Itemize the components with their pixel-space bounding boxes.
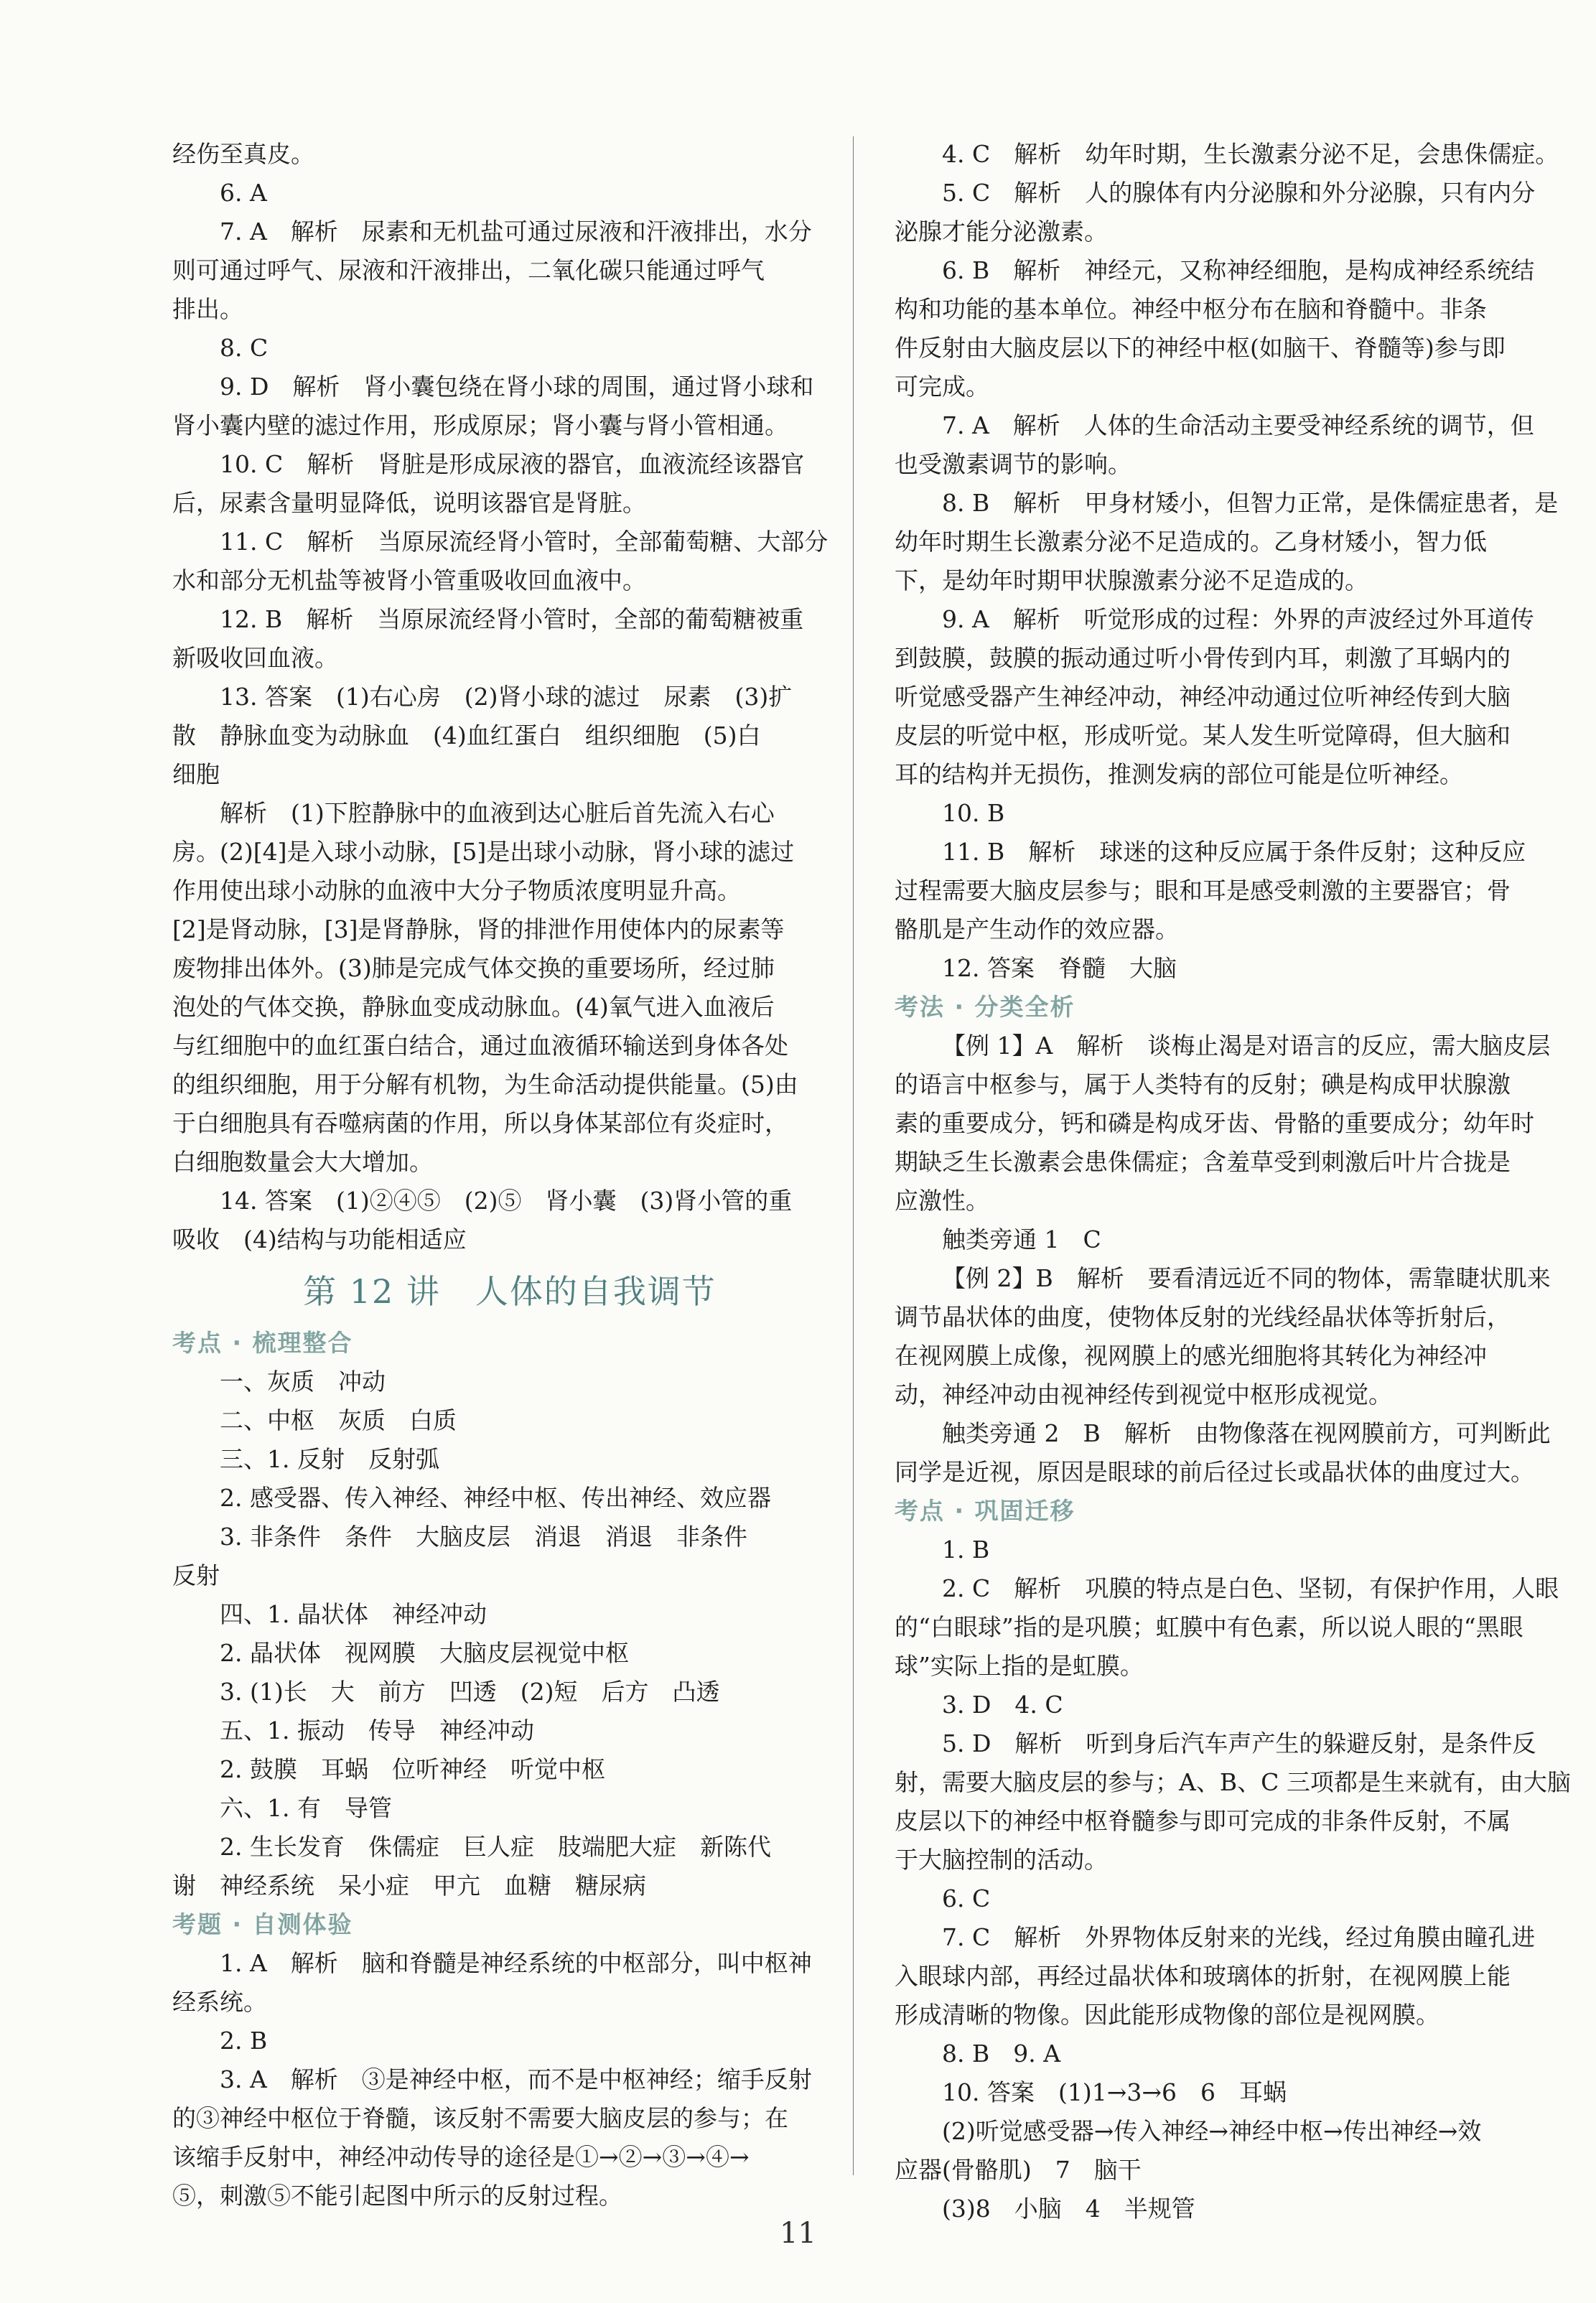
text-line: 13. 答案 (1)右心房 (2)肾小球的滤过 尿素 (3)扩 (220, 683, 793, 711)
text-line: 三、1. 反射 反射弧 (220, 1445, 439, 1473)
text-line: 排出。 (172, 295, 243, 323)
text-line: 应器(骨骼肌) 7 脑干 (895, 2156, 1142, 2184)
text-line: 肾小囊内壁的滤过作用，形成原尿；肾小囊与肾小管相通。 (172, 411, 788, 439)
text-line: 五、1. 振动 传导 神经冲动 (220, 1716, 534, 1744)
text-line: 7. C 解析 外界物体反射来的光线，经过角膜由瞳孔进 (942, 1923, 1536, 1951)
text-line: 形成清晰的物像。因此能形成物像的部位是视网膜。 (895, 2001, 1439, 2029)
text-line: 的③神经中枢位于脊髓，该反射不需要大脑皮层的参与；在 (172, 2104, 788, 2132)
text-line: 皮层的听觉中枢，形成听觉。某人发生听觉障碍，但大脑和 (895, 721, 1511, 749)
text-line: 骼肌是产生动作的效应器。 (895, 915, 1179, 943)
text-line: ⑤，刺激⑤不能引起图中所示的反射过程。 (172, 2182, 622, 2210)
text-line: 的语言中枢参与，属于人类特有的反射；碘是构成甲状腺激 (895, 1070, 1511, 1098)
text-line: 6. A (220, 179, 267, 207)
text-line: 2. B (220, 2027, 268, 2055)
text-line: 六、1. 有 导管 (220, 1794, 392, 1822)
text-line: 泌腺才能分泌激素。 (895, 218, 1108, 246)
text-line: 6. C (942, 1884, 991, 1912)
text-line: 细胞 (172, 760, 220, 788)
lecture-title: 第 12 讲 人体的自我调节 (303, 1272, 717, 1311)
section-heading-practice: 考点 · 巩固迁移 (895, 1497, 1075, 1525)
text-line: 四、1. 晶状体 神经冲动 (220, 1600, 487, 1628)
text-line: 8. B 解析 甲身材矮小，但智力正常，是侏儒症患者，是 (942, 489, 1559, 517)
method-answers (895, 1027, 1569, 1492)
text-line: (3)8 小脑 4 半规管 (942, 2195, 1195, 2223)
text-line: 2. 鼓膜 耳蜗 位听神经 听觉中枢 (220, 1755, 605, 1783)
section-heading-review: 考点 · 梳理整合 (172, 1329, 353, 1357)
text-line: 散 静脉血变为动脉血 (4)血红蛋白 组织细胞 (5)白 (172, 721, 761, 749)
text-line: 于大脑控制的活动。 (895, 1846, 1108, 1874)
left-column (172, 135, 847, 2215)
text-line: 14. 答案 (1)②④⑤ (2)⑤ 肾小囊 (3)肾小管的重 (220, 1187, 793, 1215)
text-line: 3. (1)长 大 前方 凹透 (2)短 后方 凸透 (220, 1678, 720, 1706)
text-line: 期缺乏生长激素会患侏儒症；含羞草受到刺激后叶片合拢是 (895, 1148, 1511, 1176)
text-line: 耳的结构并无损伤，推测发病的部位可能是位听神经。 (895, 760, 1463, 788)
text-line: 11. B 解析 球迷的这种反应属于条件反射；这种反应 (942, 838, 1526, 866)
text-line: 12. B 解析 当原尿流经肾小管时，全部的葡萄糖被重 (220, 605, 804, 633)
text-line: 该缩手反射中，神经冲动传导的途径是①→②→③→④→ (172, 2143, 750, 2171)
text-line: 动，神经冲动由视神经传到视觉中枢形成视觉。 (895, 1381, 1392, 1409)
section-heading-self-test: 考题 · 自测体验 (172, 1910, 353, 1938)
text-line: 于白细胞具有吞噬病菌的作用，所以身体某部位有炎症时， (172, 1109, 788, 1137)
column-divider (853, 136, 854, 2175)
text-line: 构和功能的基本单位。神经中枢分布在脑和脊髓中。非条 (895, 295, 1487, 323)
text-line: 4. C 解析 幼年时期，生长激素分泌不足，会患侏儒症。 (942, 140, 1559, 168)
text-line: 幼年时期生长激素分泌不足造成的。乙身材矮小，智力低 (895, 528, 1487, 556)
text-line: 听觉感受器产生神经冲动，神经冲动通过位听神经传到大脑 (895, 683, 1511, 711)
right-column (895, 135, 1569, 2228)
text-line: 反射 (172, 1561, 220, 1589)
text-line: 在视网膜上成像，视网膜上的感光细胞将其转化为神经冲 (895, 1342, 1487, 1370)
text-line: [2]是肾动脉，[3]是肾静脉，肾的排泄作用使体内的尿素等 (172, 915, 785, 943)
text-line: 1. A 解析 脑和脊髓是神经系统的中枢部分，叫中枢神 (220, 1949, 812, 1977)
text-line: 7. A 解析 人体的生命活动主要受神经系统的调节，但 (942, 411, 1534, 439)
text-line: 皮层以下的神经中枢脊髓参与即可完成的非条件反射，不属 (895, 1807, 1511, 1835)
text-line: 下，是幼年时期甲状腺激素分泌不足造成的。 (895, 566, 1368, 594)
text-line: 9. D 解析 肾小囊包绕在肾小球的周围，通过肾小球和 (220, 373, 814, 401)
answer-block-prev (172, 135, 847, 1259)
text-line: 10. B (942, 799, 1005, 827)
text-line: 解析 (1)下腔静脉中的血液到达心脏后首先流入右心 (220, 799, 775, 827)
text-line: 白细胞数量会大大增加。 (172, 1148, 433, 1176)
text-line: 同学是近视，原因是眼球的前后径过长或晶状体的曲度过大。 (895, 1458, 1534, 1486)
text-line: 5. D 解析 听到身后汽车声产生的躲避反射，是条件反 (942, 1729, 1536, 1757)
text-line: 吸收 (4)结构与功能相适应 (172, 1225, 467, 1253)
text-line: 3. 非条件 条件 大脑皮层 消退 消退 非条件 (220, 1523, 747, 1551)
text-line: 2. 生长发育 侏儒症 巨人症 肢端肥大症 新陈代 (220, 1833, 771, 1861)
text-line: 11. C 解析 当原尿流经肾小管时，全部葡萄糖、大部分 (220, 528, 829, 556)
text-line: 件反射由大脑皮层以下的神经中枢(如脑干、脊髓等)参与即 (895, 334, 1506, 362)
text-line: (2)听觉感受器→传入神经→神经中枢→传出神经→效 (942, 2117, 1482, 2145)
text-line: 过程需要大脑皮层参与；眼和耳是感受刺激的主要器官；骨 (895, 877, 1511, 905)
text-line: 10. 答案 (1)1→3→6 6 耳蜗 (942, 2078, 1287, 2106)
text-line: 废物排出体外。(3)肺是完成气体交换的重要场所，经过肺 (172, 954, 775, 982)
text-line: 经伤至真皮。 (172, 140, 314, 168)
text-line: 10. C 解析 肾脏是形成尿液的器官，血液流经该器官 (220, 450, 805, 478)
text-line: 球”实际上指的是虹膜。 (895, 1652, 1144, 1680)
text-line: 素的重要成分，钙和磷是构成牙齿、骨骼的重要成分；幼年时 (895, 1109, 1534, 1137)
text-line: 则可通过呼气、尿液和汗液排出，二氧化碳只能通过呼气 (172, 256, 765, 284)
text-line: 可完成。 (895, 373, 989, 401)
text-line: 经系统。 (172, 1988, 267, 2016)
text-line: 【例 1】A 解析 谈梅止渴是对语言的反应，需大脑皮层 (942, 1032, 1551, 1060)
text-line: 作用使出球小动脉的血液中大分子物质浓度明显升高。 (172, 877, 741, 905)
text-line: 1. B (942, 1536, 990, 1564)
text-line: 入眼球内部，再经过晶状体和玻璃体的折射，在视网膜上能 (895, 1962, 1511, 1990)
text-line: 水和部分无机盐等被肾小管重吸收回血液中。 (172, 566, 646, 594)
text-line: 触类旁通 2 B 解析 由物像落在视网膜前方，可判断此 (942, 1419, 1551, 1447)
review-answers (172, 1363, 847, 1905)
text-line: 的“白眼球”指的是巩膜；虹膜中有色素，所以说人眼的“黑眼 (895, 1613, 1523, 1641)
self-test-answers (172, 1944, 847, 2215)
text-line: 谢 神经系统 呆小症 甲亢 血糖 糖尿病 (172, 1872, 646, 1900)
text-line: 泡处的气体交换，静脉血变成动脉血。(4)氧气进入血液后 (172, 993, 775, 1021)
section-heading-method: 考法 · 分类全析 (895, 993, 1075, 1021)
text-line: 8. B 9. A (942, 2040, 1061, 2068)
text-line: 也受激素调节的影响。 (895, 450, 1131, 478)
text-line: 【例 2】B 解析 要看清远近不同的物体，需靠睫状肌来 (942, 1264, 1551, 1292)
text-line: 8. C (220, 334, 269, 362)
text-line: 3. A 解析 ③是神经中枢，而不是中枢神经；缩手反射 (220, 2065, 812, 2093)
text-line: 触类旁通 1 C (942, 1225, 1101, 1253)
text-line: 与红细胞中的血红蛋白结合，通过血液循环输送到身体各处 (172, 1032, 788, 1060)
text-line: 一、灰质 冲动 (220, 1368, 386, 1396)
text-line: 9. A 解析 听觉形成的过程：外界的声波经过外耳道传 (942, 605, 1534, 633)
practice-answers (895, 1531, 1569, 2228)
text-line: 的组织细胞，用于分解有机物，为生命活动提供能量。(5)由 (172, 1070, 798, 1098)
text-line: 后，尿素含量明显降低，说明该器官是肾脏。 (172, 489, 646, 517)
text-line: 射，需要大脑皮层的参与；A、B、C 三项都是生来就有，由大脑 (895, 1768, 1571, 1796)
text-line: 到鼓膜，鼓膜的振动通过听小骨传到内耳，刺激了耳蜗内的 (895, 644, 1511, 672)
text-line: 应激性。 (895, 1187, 989, 1215)
text-line: 2. 晶状体 视网膜 大脑皮层视觉中枢 (220, 1639, 629, 1667)
text-line: 调节晶状体的曲度，使物体反射的光线经晶状体等折射后， (895, 1303, 1511, 1331)
text-line: 7. A 解析 尿素和无机盐可通过尿液和汗液排出，水分 (220, 218, 812, 246)
text-line: 新吸收回血液。 (172, 644, 338, 672)
text-line: 2. C 解析 巩膜的特点是白色、坚韧，有保护作用，人眼 (942, 1574, 1559, 1602)
text-line: 2. 感受器、传入神经、神经中枢、传出神经、效应器 (220, 1484, 771, 1512)
text-line: 6. B 解析 神经元，又称神经细胞，是构成神经系统结 (942, 256, 1535, 284)
text-line: 5. C 解析 人的腺体有内分泌腺和外分泌腺，只有内分 (942, 179, 1536, 207)
text-line: 12. 答案 脊髓 大脑 (942, 954, 1177, 982)
page-number: 11 (780, 2217, 816, 2250)
text-line: 房。(2)[4]是入球小动脉，[5]是出球小动脉，肾小球的滤过 (172, 838, 795, 866)
self-test-answers-cont (895, 135, 1569, 988)
text-line: 3. D 4. C (942, 1691, 1063, 1719)
text-line: 二、中枢 灰质 白质 (220, 1406, 457, 1434)
